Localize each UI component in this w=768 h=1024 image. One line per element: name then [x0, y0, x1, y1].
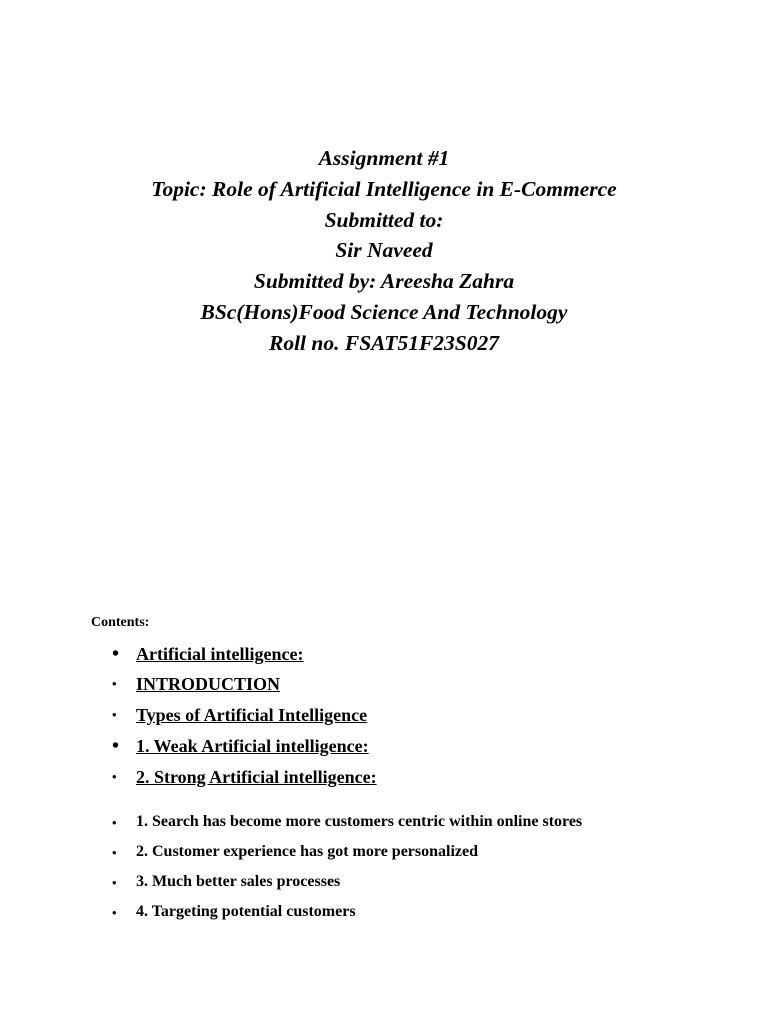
- bullet-icon: •: [112, 845, 117, 860]
- toc-text: 1. Search has become more customers centric within online stores: [136, 813, 583, 830]
- toc-text: 3. Much better sales processes: [136, 873, 341, 890]
- toc-link[interactable]: 2. Strong Artificial intelligence:: [136, 767, 377, 787]
- bullet-icon: •: [112, 676, 117, 691]
- roll-number-line: Roll no. FSAT51F23S027: [268, 330, 499, 355]
- toc-link[interactable]: INTRODUCTION: [136, 674, 281, 694]
- toc-link[interactable]: Types of Artificial Intelligence: [136, 705, 368, 725]
- program-line: BSc(Hons)Food Science And Technology: [200, 299, 568, 324]
- bullet-icon: •: [112, 769, 117, 784]
- topic-line: Topic: Role of Artificial Intelligence in E-Commerce: [151, 176, 617, 201]
- bullet-icon: •: [112, 735, 120, 757]
- bullet-icon: •: [112, 707, 117, 722]
- toc-link[interactable]: Artificial intelligence:: [136, 644, 304, 664]
- toc-text: 4. Targeting potential customers: [136, 903, 356, 920]
- bullet-icon: •: [112, 905, 117, 920]
- toc-text: 2. Customer experience has got more personalized: [136, 843, 479, 860]
- submitted-to-label: Submitted to:: [324, 207, 444, 232]
- submitted-by-line: Submitted by: Areesha Zahra: [253, 269, 515, 294]
- instructor-name: Sir Naveed: [335, 238, 433, 263]
- assignment-number: Assignment #1: [318, 146, 450, 170]
- cover-title-block: [0, 143, 768, 359]
- bullet-icon: •: [112, 875, 117, 890]
- bullet-icon: •: [112, 815, 117, 830]
- bullet-icon: •: [112, 643, 120, 665]
- contents-heading: Contents:: [91, 615, 150, 630]
- toc-link[interactable]: 1. Weak Artificial intelligence:: [136, 736, 369, 756]
